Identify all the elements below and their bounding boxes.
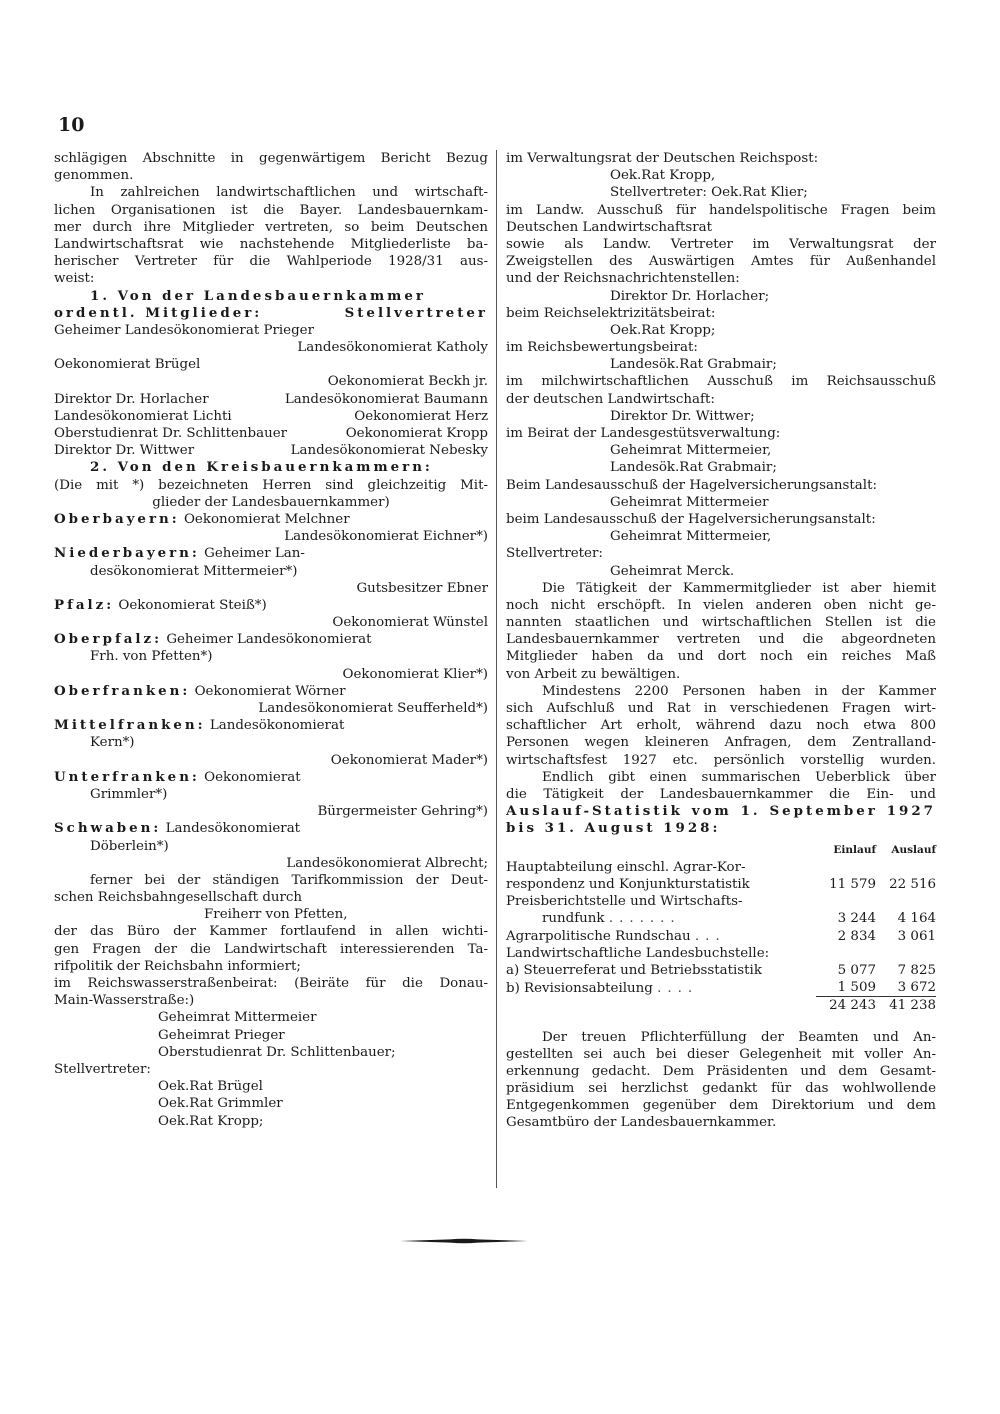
ornament-rule	[400, 1238, 528, 1244]
text-line: nannten staatlichen und wirtschaftlichen Stellen ist die	[506, 615, 936, 631]
text-line: glieder der Landesbauernkammer)	[152, 494, 390, 510]
column-header-einlauf: Einlauf	[833, 843, 876, 856]
deputy-name: Landesökonomierat Nebesky	[290, 443, 488, 459]
member-line: Geheimer Landesökonomierat Prieger	[54, 322, 314, 338]
member-line: Bürgermeister Gehring*)	[317, 804, 488, 820]
member-pair	[54, 408, 488, 425]
member-name: Oekonomierat Steiß*)	[118, 597, 267, 613]
region-name: Schwaben:	[54, 820, 162, 837]
page-number: 10	[58, 114, 85, 136]
member-line: Kern*)	[90, 735, 135, 751]
text-line: Der treuen Pflichterfüllung der Beamten und An-	[542, 1029, 936, 1045]
text-line: (Die mit *) bezeichneten Herren sind gleichzeitig Mit-	[54, 477, 488, 493]
text-line: ferner bei der ständigen Tarifkommission der Deut-	[90, 872, 488, 888]
member-line: Oekonomierat Wünstel	[332, 615, 488, 631]
text-line: im Reichsbewertungsbeirat:	[506, 340, 698, 356]
leader-dots: .......	[608, 911, 681, 927]
text-line: beim Reichselektrizitätsbeirat:	[506, 305, 716, 321]
text-line: Die Tätigkeit der Kammermitglieder ist aber hiemit	[542, 580, 936, 596]
section-heading: 2. Von den Kreisbauernkammern:	[90, 459, 433, 476]
text-line: die Tätigkeit der Landesbauernkammer die Ein- und	[506, 786, 936, 802]
member-line: Landesökonomierat Katholy	[297, 340, 488, 356]
table-header-row	[506, 842, 936, 859]
section-heading: 1. Von der Landesbauernkammer	[90, 287, 426, 304]
member-line: Oekonomierat Mader*)	[330, 752, 488, 768]
member-line: Oek.Rat Brügel	[158, 1079, 263, 1095]
text-line: im Reichswasserstraßenbeirat: (Beiräte für die Donau-	[54, 976, 488, 991]
text-line: Beim Landesausschuß der Hagelversicherungsanstalt:	[506, 477, 877, 493]
text-line: schlägigen Abschnitte in gegenwärtigem Bericht Bezug	[54, 151, 488, 166]
column-divider	[496, 150, 497, 1188]
text-line: Freiherr von Pfetten,	[204, 907, 348, 923]
einlauf-value: 1 509	[837, 980, 876, 996]
row-label: respondenz und Konjunkturstatistik	[506, 876, 750, 892]
text-line: sowie als Landw. Vertreter im Verwaltungsrat der	[506, 236, 936, 252]
spacer	[506, 1015, 936, 1029]
text-line: der deutschen Landwirtschaft:	[506, 391, 715, 407]
table-row	[506, 928, 936, 945]
row-label: b) Revisionsabteilung	[506, 980, 653, 996]
einlauf-value: 2 834	[837, 928, 876, 944]
text-line: wirtschaftsfest 1927 etc. persönlich vorstellig wurden.	[506, 752, 936, 768]
text-line: Main-Wasserstraße:)	[54, 993, 195, 1009]
text-line: rifpolitik der Reichsbahn informiert;	[54, 958, 301, 974]
auslauf-value: 3 061	[897, 928, 936, 944]
total-auslauf: 41 238	[876, 997, 936, 1015]
member-pair	[54, 425, 488, 442]
member-line: Geheimrat Prieger	[158, 1027, 285, 1043]
region-name: Oberbayern:	[54, 510, 180, 527]
member-name: Oekonomierat	[204, 769, 301, 785]
row-label: a) Steuerreferat und Betriebsstatistik	[506, 962, 762, 978]
member-line: Oekonomierat Brügel	[54, 357, 201, 373]
table-cell	[506, 997, 816, 1015]
members-label: ordentl. Mitglieder:	[54, 304, 263, 321]
auslauf-value: 3 672	[897, 980, 936, 996]
member-line: Direktor Dr. Wittwer;	[610, 408, 755, 424]
text-line: Gesamtbüro der Landesbauernkammer.	[506, 1115, 777, 1131]
row-label-cell	[506, 979, 816, 997]
text-line: und der Reichsnachrichtenstellen:	[506, 271, 740, 287]
text-line: Stellvertreter:	[506, 546, 603, 562]
text-line: erkennung gedacht. Dem Präsidenten und dem Gesamt-	[506, 1063, 936, 1079]
text-line: sich Aufschluß und Rat in verschiedenen Fragen wirt-	[506, 701, 936, 716]
einlauf-value: 5 077	[837, 962, 876, 978]
member-name: Oberstudienrat Dr. Schlittenbauer	[54, 426, 288, 441]
region-name: Oberfranken:	[54, 682, 191, 699]
member-line: Landesök.Rat Grabmair;	[610, 357, 777, 373]
auslauf-value: 7 825	[897, 962, 936, 978]
auslauf-value: 22 516	[889, 876, 936, 892]
table-row	[506, 910, 936, 927]
member-line: Frh. von Pfetten*)	[90, 649, 213, 665]
member-name: Landesökonomierat Lichti	[54, 408, 232, 424]
member-name: Landesökonomierat	[209, 718, 345, 734]
text-line: Personen wegen kleineren Anfragen, dem Zentralland-	[506, 735, 936, 751]
text-line: von Arbeit zu bewältigen.	[506, 666, 681, 682]
member-line: Döberlein*)	[90, 838, 169, 854]
row-label: Hauptabteilung einschl. Agrar-Kor-	[506, 859, 746, 875]
region-line	[54, 597, 488, 614]
text-line: Entgegenkommen gegenüber dem Direktorium und dem	[506, 1098, 936, 1114]
text-line: Auslauf-Statistik vom 1. September 1927	[506, 803, 936, 820]
member-name: Direktor Dr. Wittwer	[54, 443, 195, 459]
member-line: Landesökonomierat Eichner*)	[284, 529, 488, 545]
text-line: gestellten sei auch bei dieser Gelegenheit mit voller An-	[506, 1046, 936, 1062]
text-line: weist:	[54, 271, 95, 287]
row-label-cell	[506, 928, 816, 945]
member-line: Geheimrat Mittermeier	[610, 494, 769, 510]
text-line: In zahlreichen landwirtschaftlichen und wirtschaft-	[90, 185, 488, 201]
text-line: im Verwaltungsrat der Deutschen Reichspost:	[506, 151, 819, 166]
table-row	[506, 945, 936, 962]
table-row	[506, 859, 936, 876]
text-line: gen Fragen der die Landwirtschaft interessierenden Ta-	[54, 941, 488, 957]
member-line: Oek.Rat Kropp;	[610, 322, 716, 338]
member-name: Geheimer Landesökonomierat	[166, 632, 372, 648]
statistics-table	[506, 842, 936, 1015]
member-line: Oekonomierat Klier*)	[342, 666, 488, 682]
text-line: präsidium sei herzlichst gedankt für das wohlwollende	[506, 1081, 936, 1097]
table-row	[506, 893, 936, 910]
member-line: Direktor Dr. Horlacher;	[610, 288, 770, 304]
member-line: Grimmler*)	[90, 786, 168, 802]
deputy-name: Oekonomierat Herz	[354, 408, 488, 424]
member-line: Landesökonomierat Albrecht;	[286, 855, 488, 871]
table-row	[506, 962, 936, 979]
member-pair	[54, 442, 488, 459]
table-row	[506, 876, 936, 893]
region-line	[54, 545, 488, 562]
text-line: im Beirat der Landesgestütsverwaltung:	[506, 426, 781, 441]
region-line	[54, 683, 488, 700]
row-label: Landwirtschaftliche Landesbuchstelle:	[506, 945, 770, 961]
member-name: Landesökonomierat	[165, 821, 301, 837]
member-line: Geheimrat Merck.	[610, 563, 735, 579]
table-row	[506, 979, 936, 997]
region-line	[54, 820, 488, 837]
member-line: Oberstudienrat Dr. Schlittenbauer;	[158, 1044, 396, 1060]
member-columns-header	[54, 305, 488, 322]
member-line: Oek.Rat Kropp,	[610, 168, 716, 184]
text-line: schaftlicher Art erholt, während dazu noch etwa 800	[506, 718, 936, 734]
region-line	[54, 769, 488, 786]
member-line: Oekonomierat Beckh jr.	[327, 374, 488, 390]
member-line: Landesökonomierat Seufferheld*)	[258, 701, 488, 716]
row-label: rundfunk	[542, 911, 605, 927]
row-label-cell	[506, 910, 816, 927]
right-column	[506, 150, 936, 1132]
table-total-row	[506, 997, 936, 1015]
region-name: Niederbayern:	[54, 545, 200, 562]
text-line: im milchwirtschaftlichen Ausschuß im Reichsausschuß	[506, 374, 936, 390]
region-line	[54, 717, 488, 734]
member-line: Geheimrat Mittermeier,	[610, 443, 772, 459]
text-line: Landwirtschaftsrat wie nachstehende Mitgliederliste ba-	[54, 236, 488, 252]
member-line: Oek.Rat Grimmler	[158, 1096, 283, 1112]
deputy-name: Landesökonomierat Baumann	[284, 391, 488, 407]
text-line: im Landw. Ausschuß für handelspolitische Fragen beim	[506, 202, 936, 218]
region-name: Mittelfranken:	[54, 717, 206, 734]
einlauf-value: 3 244	[837, 911, 876, 927]
text-line: noch nicht erschöpft. In vielen anderen oben nicht ge-	[506, 597, 936, 613]
member-pair	[54, 391, 488, 408]
text-line: schen Reichsbahngesellschaft durch	[54, 890, 303, 906]
member-name: Oekonomierat Wörner	[194, 683, 346, 699]
member-line: Geheimrat Mittermeier,	[610, 529, 772, 545]
region-name: Pfalz:	[54, 596, 115, 613]
text-line: Endlich gibt einen summarischen Ueberblick über	[542, 769, 936, 785]
leader-dots: ...	[694, 928, 726, 944]
text-line: Stellvertreter:	[54, 1061, 151, 1077]
text-line: der das Büro der Kammer fortlaufend in allen wichti-	[54, 924, 488, 940]
text-line: lichen Organisationen ist die Bayer. Landesbauernkam-	[54, 202, 488, 218]
left-column	[54, 150, 488, 1130]
member-line: Landesök.Rat Grabmair;	[610, 460, 777, 476]
total-einlauf: 24 243	[816, 997, 876, 1015]
row-label: Preisberichtstelle und Wirtschafts-	[506, 894, 743, 910]
text-line: genommen.	[54, 168, 134, 184]
column-header-auslauf: Auslauf	[891, 843, 936, 856]
table-cell	[506, 842, 816, 859]
member-line: Oek.Rat Kropp;	[158, 1113, 264, 1129]
region-line	[54, 631, 488, 648]
member-line: desökonomierat Mittermeier*)	[90, 563, 298, 579]
deputy-name: Oekonomierat Kropp	[345, 426, 488, 441]
deputies-label: Stellvertreter	[344, 304, 488, 321]
text-line: mer durch ihre Mitglieder vertreten, so beim Deutschen	[54, 219, 488, 235]
text-line: Zweigstellen des Auswärtigen Amtes für Außenhandel	[506, 254, 936, 270]
auslauf-value: 4 164	[897, 911, 936, 927]
text-line: herischer Vertreter für die Wahlperiode 1928/31 aus-	[54, 254, 488, 270]
text-line: Mindestens 2200 Personen haben in der Kammer	[542, 683, 936, 699]
text-line: bis 31. August 1928:	[506, 820, 721, 837]
region-name: Unterfranken:	[54, 768, 200, 785]
text-line: beim Landesausschuß der Hagelversicherungsanstalt:	[506, 511, 876, 527]
text-line: Deutschen Landwirtschaftsrat	[506, 219, 713, 235]
leader-dots: ....	[657, 980, 699, 996]
member-name: Direktor Dr. Horlacher	[54, 391, 209, 407]
region-name: Oberpfalz:	[54, 631, 163, 648]
member-name: Geheimer Lan-	[204, 546, 305, 562]
text-line: Landesbauernkammer vertreten und die abgeordneten	[506, 632, 936, 648]
member-line: Stellvertreter: Oek.Rat Klier;	[610, 185, 808, 201]
member-line: Gutsbesitzer Ebner	[356, 580, 488, 596]
member-line: Geheimrat Mittermeier	[158, 1010, 317, 1026]
region-line	[54, 511, 488, 528]
row-label: Agrarpolitische Rundschau	[506, 928, 691, 944]
einlauf-value: 11 579	[829, 876, 876, 892]
text-line: Mitglieder haben da und dort noch ein reiches Maß	[506, 649, 936, 665]
member-name: Oekonomierat Melchner	[183, 511, 350, 527]
